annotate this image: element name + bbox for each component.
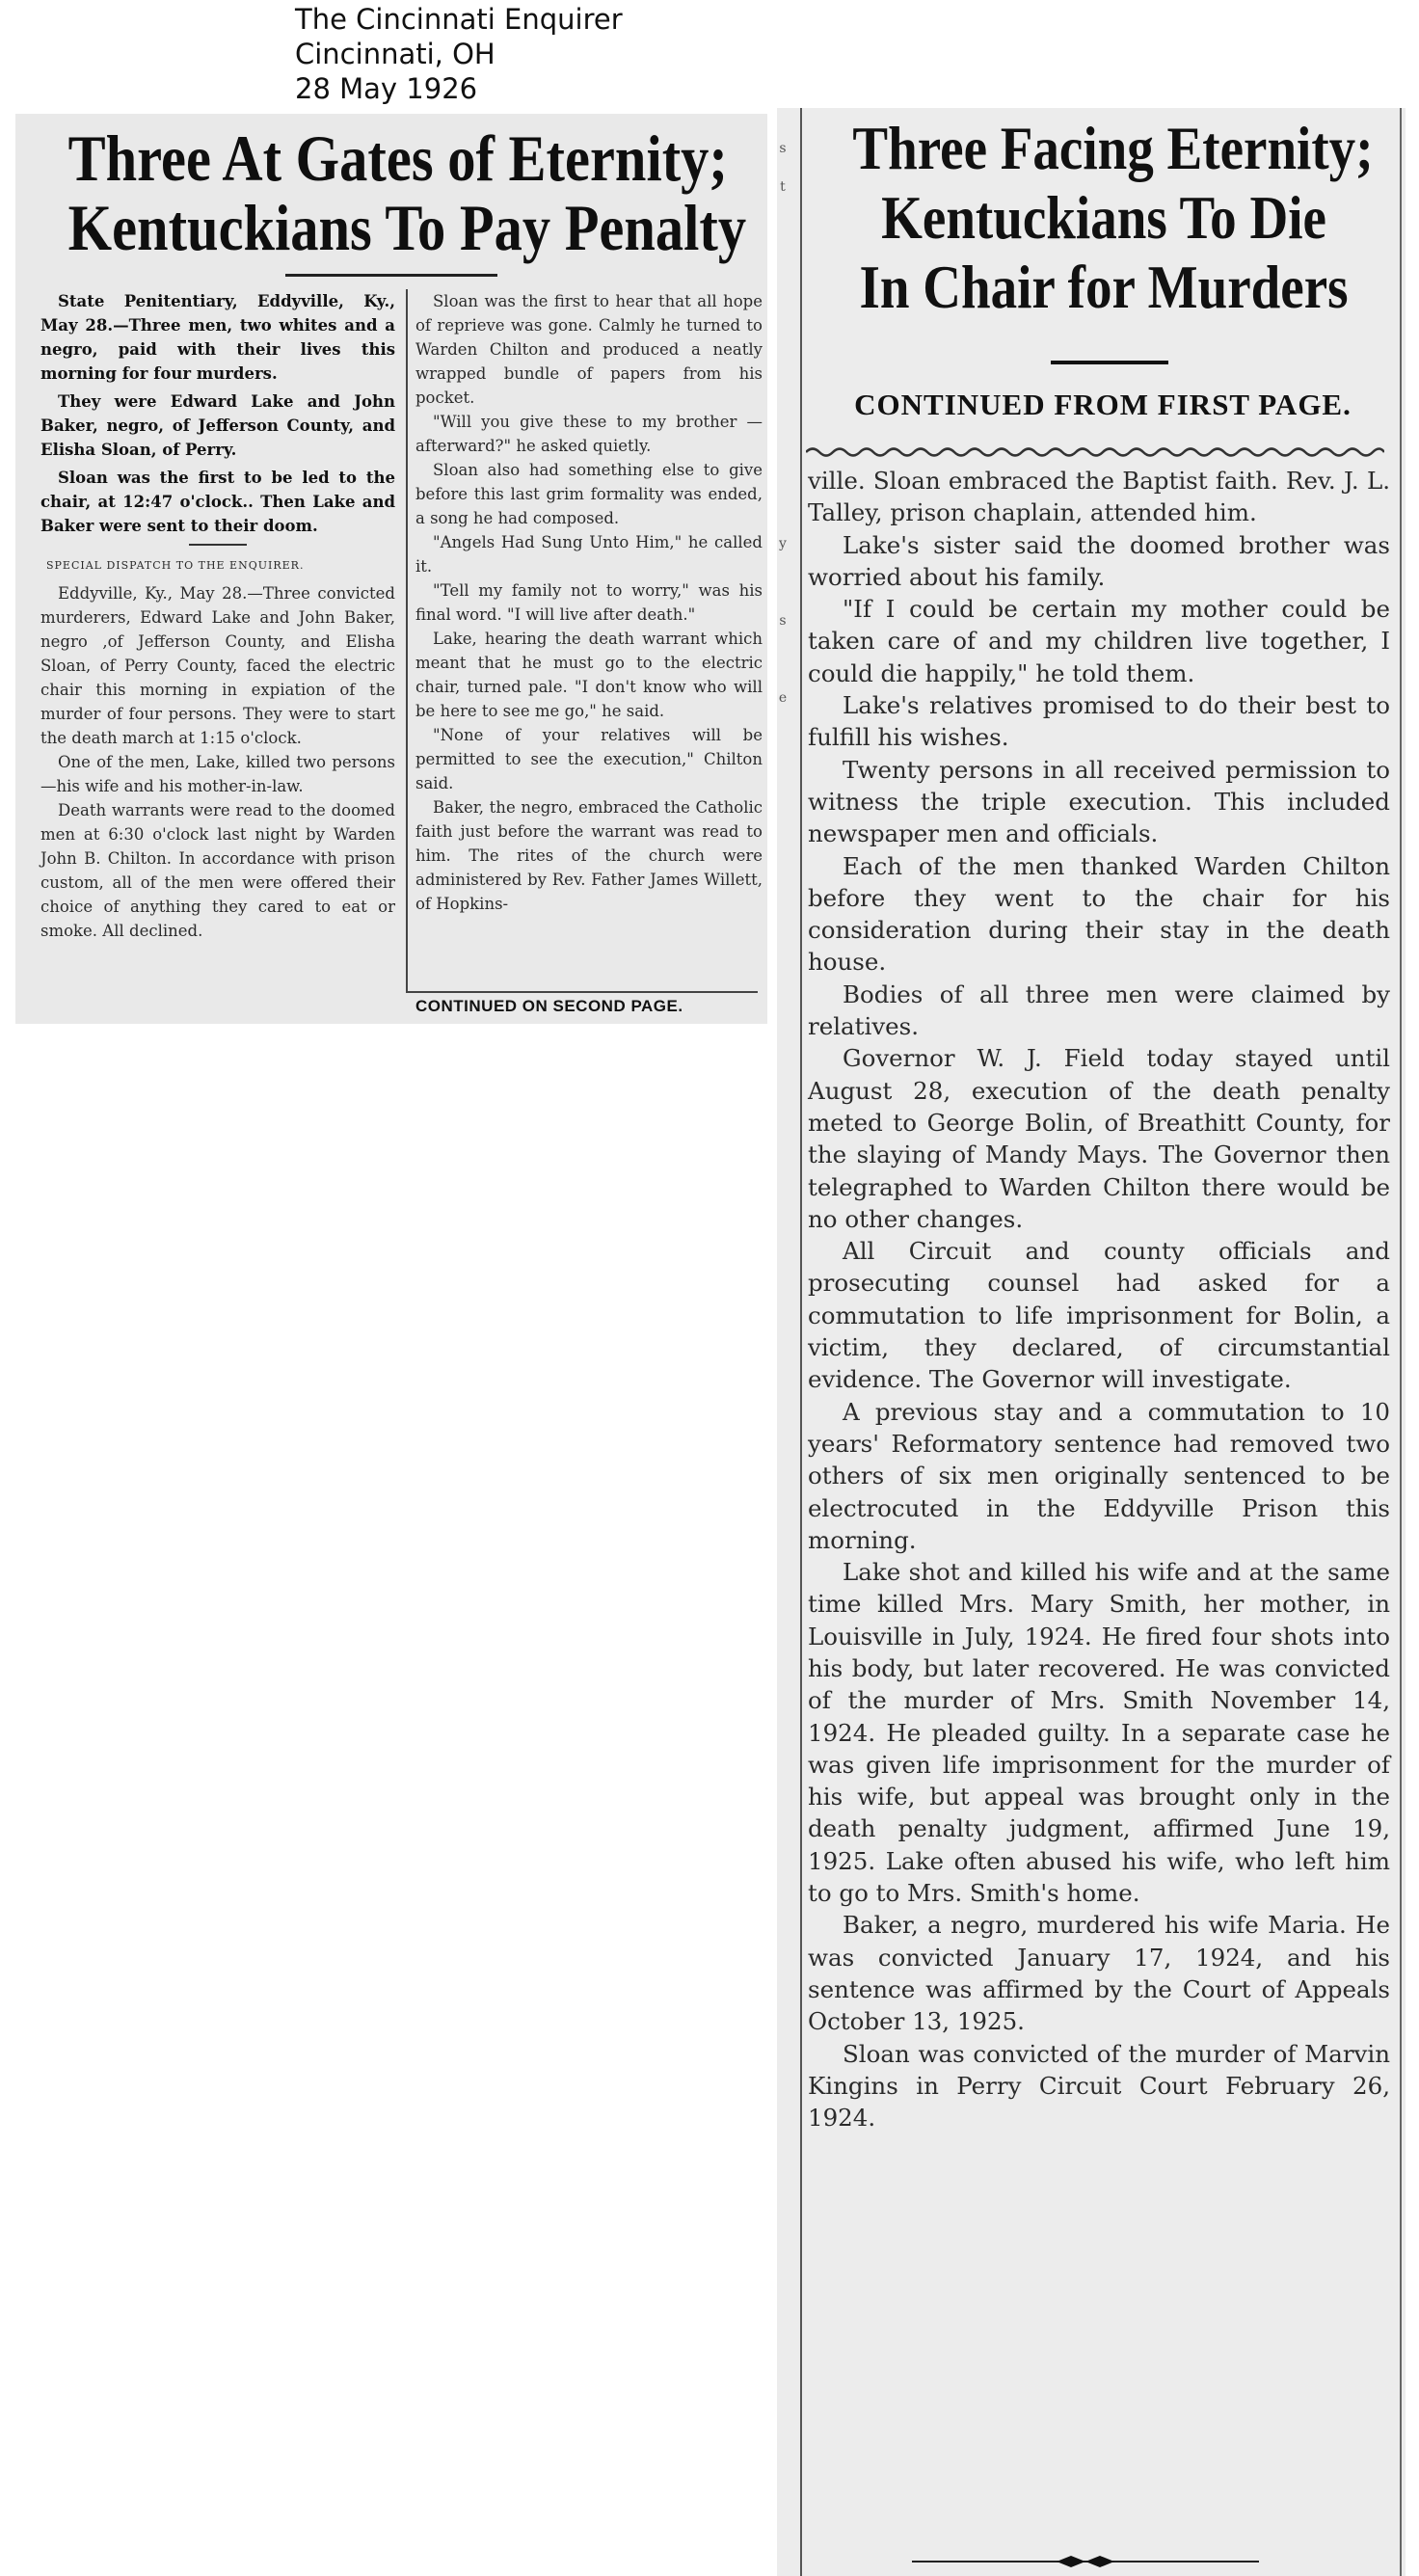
gutter-letter: s (779, 613, 787, 629)
front-page-headline (67, 121, 747, 264)
body-paragraph: "Tell my family not to worry," was his final word. "I will live after death." (415, 581, 763, 624)
body-paragraph: Bodies of all three men were claimed by relatives. (808, 979, 1390, 1041)
end-ornament (912, 2555, 1259, 2568)
body-paragraph: Eddyville, Ky., May 28.—Three convicted murderers, Edward Lake and John Baker, negro ,of Jefferson County, and Elisha Sloan, of Perry County, faced the electric chair this morning in expiation of the murder of four persons. They were to start the death march at 1:15 o'clock. (40, 584, 395, 747)
publication-name: The Cincinnati Enquirer (295, 3, 623, 36)
body-paragraph: "If I could be certain my mother could be taken care of and my children live together, I could die happily," he told them. (808, 595, 1390, 687)
divider (189, 544, 247, 546)
body-paragraph: A previous stay and a commutation to 10 years' Reformatory sentence had removed two others of six men originally sentenced to be electrocuted in the Eddyville Prison this morning. (808, 1397, 1390, 1554)
gutter-letter: y (779, 536, 787, 551)
gutter-letter: t (780, 179, 786, 195)
headline-line-1: Three At Gates of Eternity; (67, 121, 728, 195)
column-2 (406, 289, 763, 1024)
column-rule (1400, 108, 1402, 2576)
body-paragraph: Lake's sister said the doomed brother was worried about his family. (808, 530, 1390, 591)
front-page-clipping (15, 114, 767, 1024)
body-paragraph: "Will you give these to my brother —afterward?" he asked quietly. (415, 413, 763, 455)
body-paragraph: Twenty persons in all received permission to witness the triple execution. This included newspaper men and officials. (808, 755, 1390, 848)
lead-summary (40, 289, 395, 538)
front-page-columns (15, 289, 767, 1024)
column-rule (800, 108, 802, 2576)
headline-line-3: In Chair for Murders (859, 253, 1349, 321)
gutter-letter: s (779, 141, 787, 156)
jump-page-clipping (777, 108, 1406, 2576)
body-paragraph: Lake shot and killed his wife and at the same time killed Mrs. Mary Smith, her mother, in Louisville in July, 1924. He fired four shots into his body, but later recovered. He was convicted of the murder of Mrs. Smith November 14, 1924. He pleaded guilty. In a separate case he was given life imprisonment for the murder of his wife, but appeal was brought only in the death penalty judgment, affirmed June 19, 1925. Lake often abused his wife, who left him to go to Mrs. Smith's home. (808, 1558, 1390, 1908)
headline-line-2: Kentuckians To Die (881, 183, 1326, 252)
body-paragraph: Death warrants were read to the doomed men at 6:30 o'clock last night by Warden John B. Chilton. In accordance with prison custom, all of the men were offered their choice of anything they cared to eat or smoke. All declined. (40, 801, 395, 940)
source-caption (295, 2, 623, 106)
body-paragraph: Lake, hearing the death warrant which meant that he must go to the electric chair, turned pale. "I don't know who will be here to see me go," he said. (415, 630, 763, 720)
article-body (808, 465, 1390, 2133)
body-paragraph: ville. Sloan embraced the Baptist faith. Rev. J. L. Talley, prison chaplain, attended him. (808, 467, 1390, 527)
headline-rule (1051, 361, 1168, 364)
body-paragraph: Sloan was the first to hear that all hope of reprieve was gone. Calmly he turned to Warden Chilton and produced a neatly wrapped bundle of papers from his pocket. (415, 292, 763, 407)
column-1 (40, 289, 395, 1024)
lead-paragraph: Sloan was the first to be led to the chair, at 12:47 o'clock.. Then Lake and Baker were sent to their doom. (40, 469, 395, 535)
body-paragraph: One of the men, Lake, killed two persons—his wife and his mother-in-law. (40, 753, 395, 795)
body-paragraph: Sloan also had something else to give before this last grim formality was ended, a song he had composed. (415, 461, 763, 527)
continued-notice: CONTINUED FROM FIRST PAGE. (854, 388, 1352, 421)
body-paragraph: "None of your relatives will be permitted to see the execution," Chilton said. (415, 726, 763, 792)
lead-paragraph: They were Edward Lake and John Baker, negro, of Jefferson County, and Elisha Sloan, of Perry. (40, 392, 395, 459)
headline-line-2: Kentuckians To Pay Penalty (67, 191, 747, 264)
body-paragraph: Baker, the negro, embraced the Catholic faith just before the warrant was read to him. The rites of the church were administered by Rev. Father James Willett, of Hopkins- (415, 798, 763, 913)
headline-line-1: Three Facing Eternity; (852, 114, 1374, 182)
body-paragraph: Baker, a negro, murdered his wife Maria. He was convicted January 17, 1924, and his sentence was affirmed by the Court of Appeals October 13, 1925. (808, 1911, 1390, 2036)
body-paragraph: Sloan was convicted of the murder of Marvin Kingins in Perry Circuit Court February 26, 1924. (808, 2039, 1390, 2133)
wavy-divider (806, 443, 1384, 461)
body-paragraph: "Angels Had Sung Unto Him," he called it. (415, 533, 763, 576)
body-paragraph: Lake's relatives promised to do their best to fulfill his wishes. (808, 691, 1390, 752)
gutter-letter: e (778, 690, 788, 706)
publication-date: 28 May 1926 (295, 72, 478, 105)
body-paragraph: Each of the men thanked Warden Chilton before they went to the chair for his consideration during their stay in the death house. (808, 851, 1390, 977)
jump-page-headline (812, 114, 1396, 322)
dispatch-line: SPECIAL DISPATCH TO THE ENQUIRER. (46, 559, 305, 572)
body-paragraph: All Circuit and county officials and prosecuting counsel had asked for a commutation to life imprisonment for Bolin, a victim, they declared, of circumstantial evidence. The Governor will investigate. (808, 1237, 1390, 1394)
publication-location: Cincinnati, OH (295, 38, 495, 70)
gutter-fragments (777, 108, 789, 2576)
lead-paragraph: State Penitentiary, Eddyville, Ky., May 28.—Three men, two whites and a negro, paid with their lives this morning for four murders. (40, 292, 395, 383)
continued-notice: CONTINUED ON SECOND PAGE. (406, 991, 758, 1024)
headline-rule (285, 274, 497, 277)
body-paragraph: Governor W. J. Field today stayed until August 28, execution of the death penalty meted to George Bolin, of Breathitt County, for the slaying of Mandy Mays. The Governor then telegraphed to Warden Chilton there would be no other changes. (808, 1044, 1390, 1233)
